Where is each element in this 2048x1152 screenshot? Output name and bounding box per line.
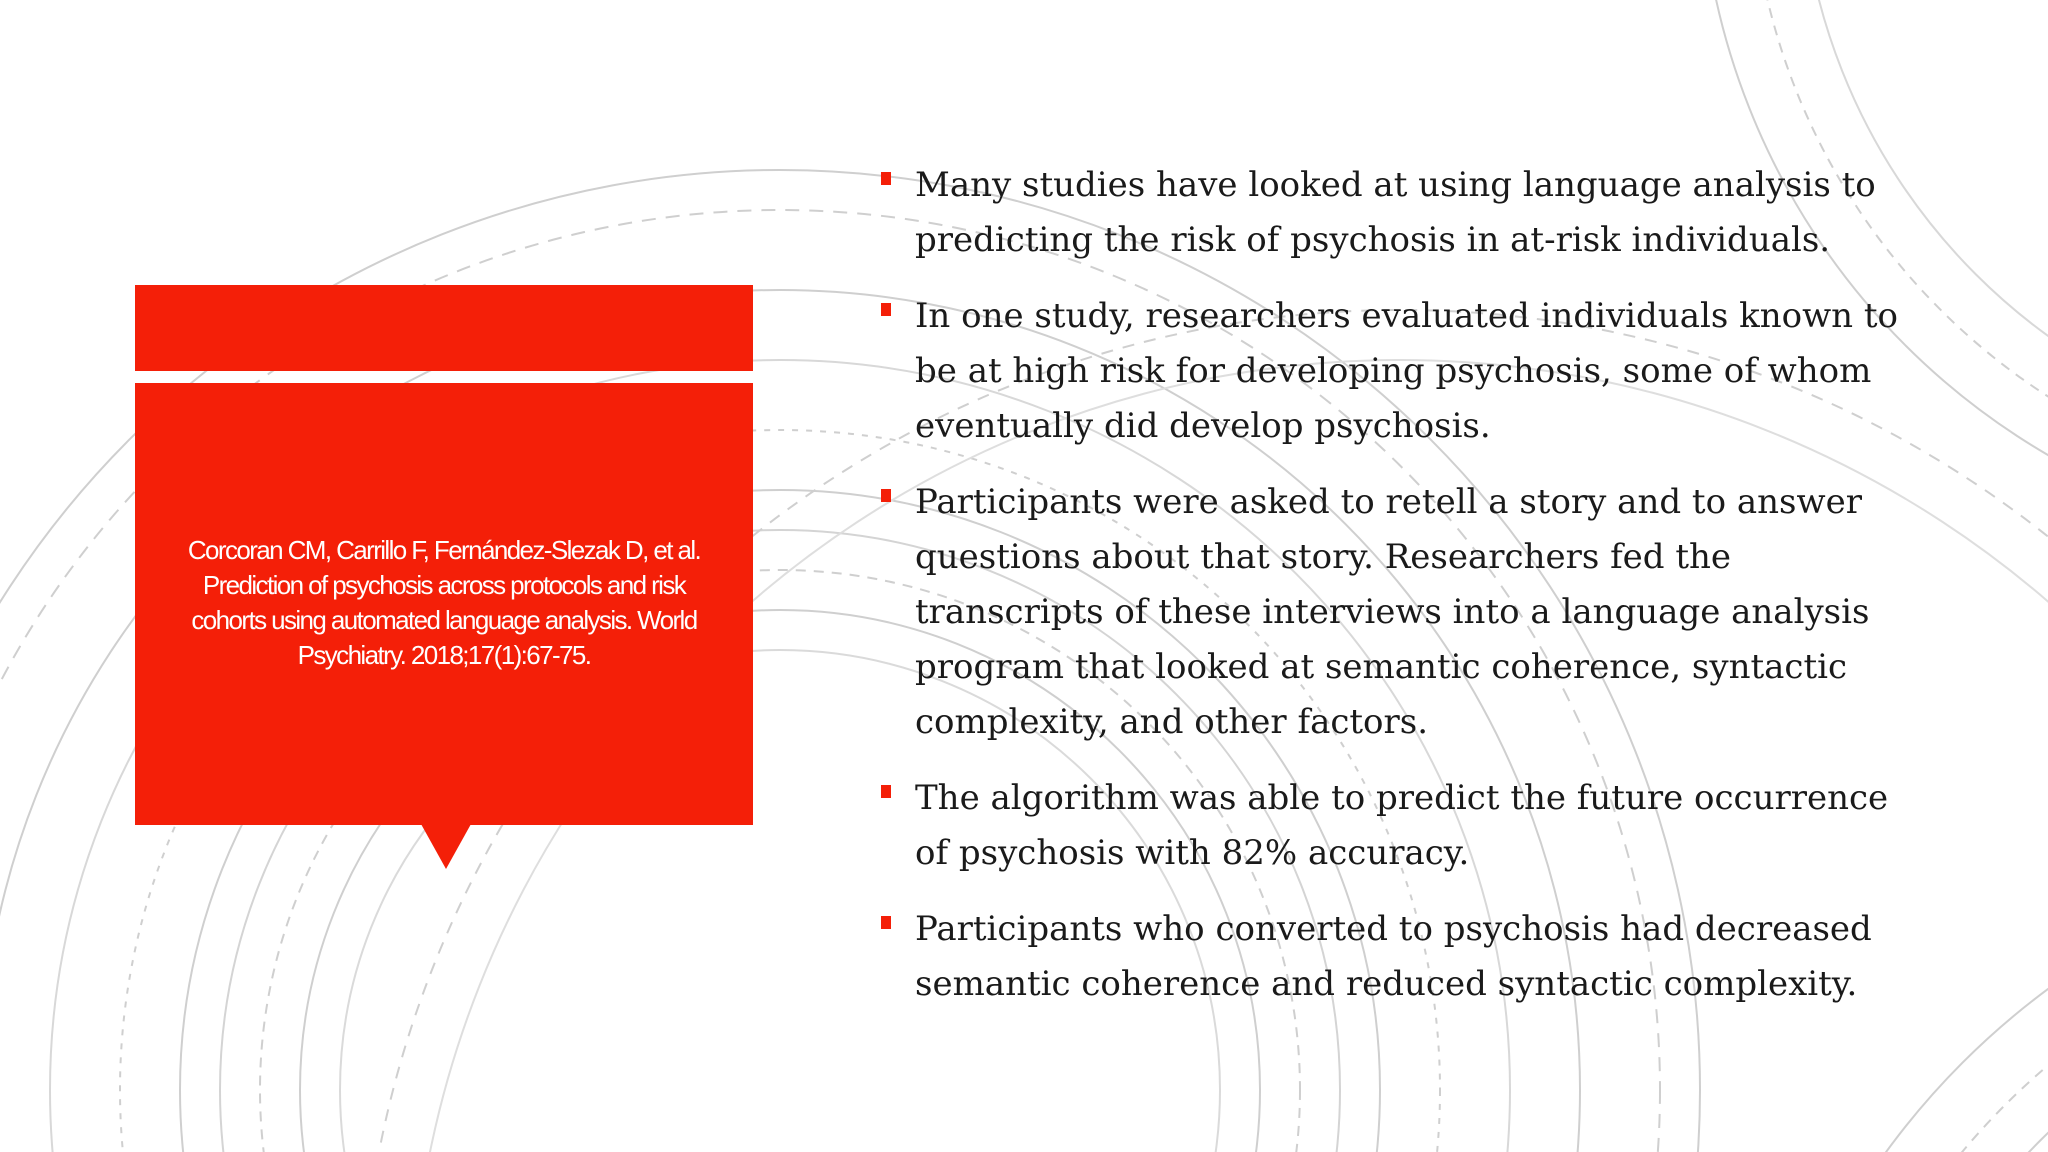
citation-text: Corcoran CM, Carrillo F, Fernández-Slezak D, et al. Prediction of psychosis across protocols and risk cohorts using automated language analysis. World Psychiatry. 2018;17(1):67-75. [187, 535, 701, 670]
callout-pointer [421, 824, 471, 869]
bullet-text: Many studies have looked at using language analysis to predicting the risk of psychosis in at-risk individuals. [915, 165, 1876, 260]
bullet-item [878, 475, 1918, 750]
square-bullet-icon [881, 785, 891, 798]
bullet-text: Participants were asked to retell a story and to answer questions about that story. Researchers fed the transcripts of these interviews into a language analysis program that looked at semantic coherence, syntactic complexity, and other factors. [915, 482, 1870, 742]
bullet-item [878, 902, 1918, 1012]
bullet-item [878, 771, 1918, 881]
square-bullet-icon [881, 303, 891, 316]
bullet-list [878, 158, 1918, 1033]
accent-header-strip [135, 285, 753, 371]
square-bullet-icon [881, 172, 891, 185]
bullet-item [878, 289, 1918, 454]
square-bullet-icon [881, 916, 891, 929]
square-bullet-icon [881, 489, 891, 502]
bullet-text: In one study, researchers evaluated individuals known to be at high risk for developing psychosis, some of whom eventually did develop psychosis. [915, 296, 1899, 446]
bullet-text: Participants who converted to psychosis had decreased semantic coherence and reduced syntactic complexity. [915, 909, 1872, 1004]
bullet-item [878, 158, 1918, 268]
bullet-text: The algorithm was able to predict the future occurrence of psychosis with 82% accuracy. [915, 778, 1889, 873]
